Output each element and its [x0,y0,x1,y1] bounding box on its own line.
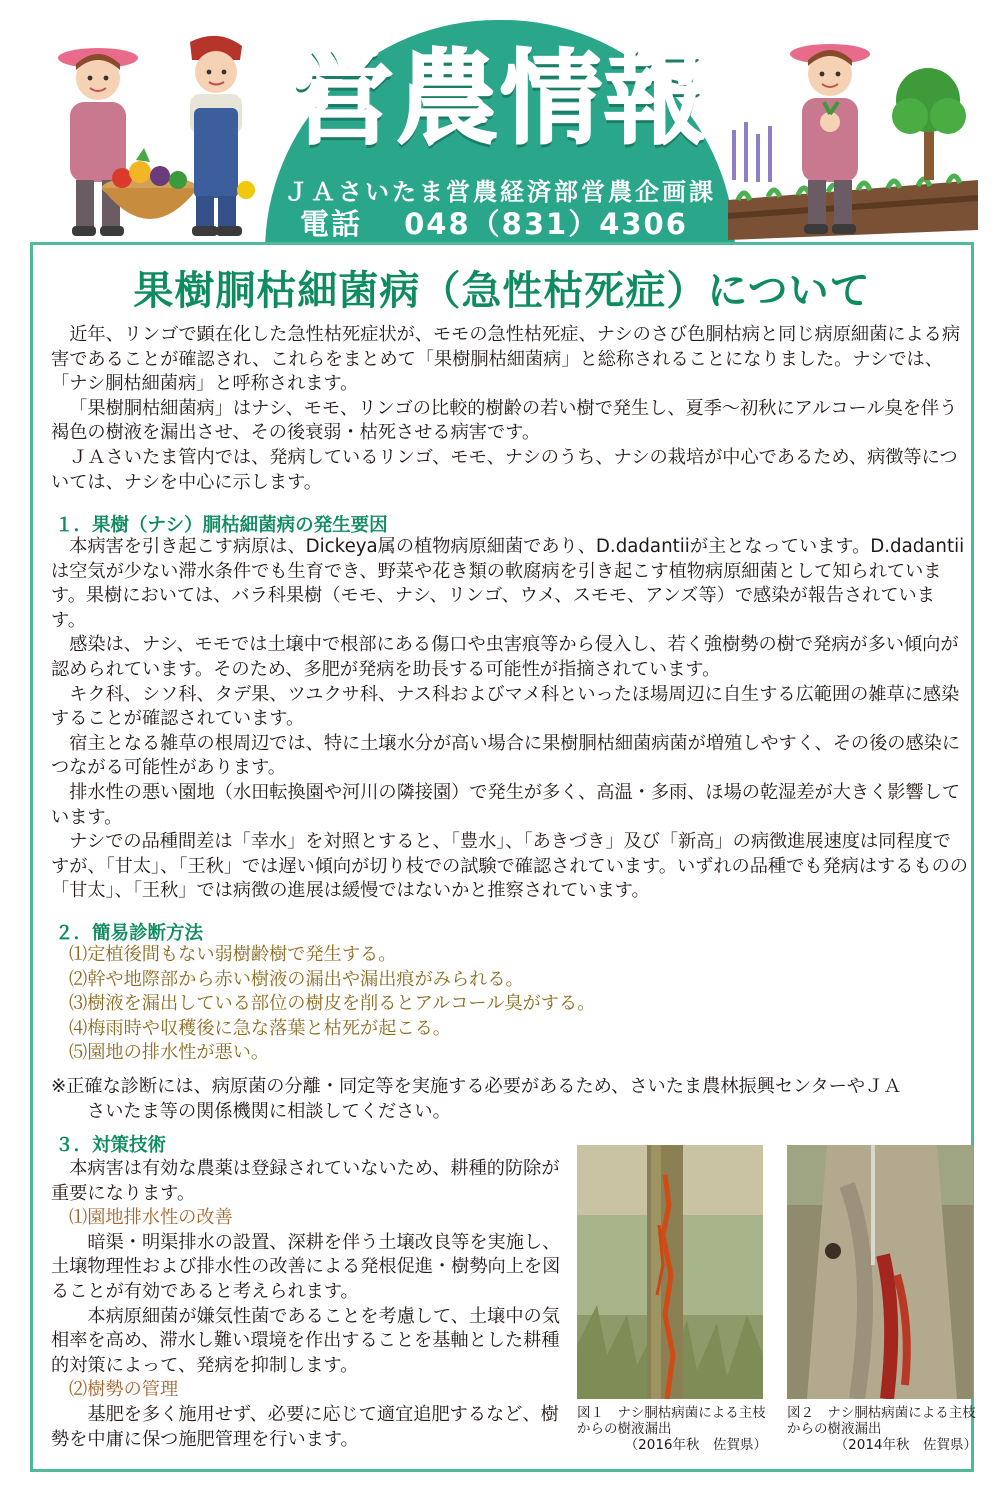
figure2-photo [787,1145,973,1399]
note-line: ※正確な診断には、病原菌の分離・同定等を実施する必要があるため、さいたま農林振興センターやＪＡ [51,1076,902,1097]
section3-paragraph: 暗渠・明渠排水の設置、深耕を伴う土壌改良等を実施し、土壌物理性および排水性の改善による発根促進・樹勢向上を図ることが有効であると考えられます。 [51,1231,561,1302]
section1-paragraph: 宿主となる雑草の根周辺では、特に土壌水分が高い場合に果樹胴枯細菌病菌が増殖しやすく、その後の感染につながる可能性があります。 [51,732,961,779]
farmers-illustration-left [40,30,265,245]
header [0,0,1000,248]
section1-paragraph: キク科、シソ科、タデ果、ツユクサ科、ナス科およびマメ科といったほ場周辺に自生する広範囲の雑草に感染することが確認されています。 [51,683,960,730]
pear-branch-photo [787,1145,973,1399]
intro-paragraph: ＪＡさいたま管内では、発病しているリンゴ、モモ、ナシのうち、ナシの栽培が中心であるため、病徴等については、ナシを中心に示します。 [51,446,958,493]
figure-caption-text: 図２ ナシ胴枯病菌による主枝からの樹液漏出 [787,1405,976,1437]
figure1-photo [577,1145,763,1399]
section1-paragraph: 排水性の悪い園地（水田転換園や河川の隣接園）で発生が多く、高温・多雨、ほ場の乾湿差が大きく影響しています。 [51,781,961,828]
phone-line [300,202,720,243]
diagnosis-item: ⑸園地の排水性が悪い。 [69,1042,270,1064]
diagnosis-item: ⑶樹液を漏出している部位の樹皮を削るとアルコール臭がする。 [69,993,596,1015]
figure-caption-text: 図１ ナシ胴枯病菌による主枝からの樹液漏出 [577,1405,766,1437]
intro-paragraph: 近年、リンゴで顕在化した急性枯死症状が、モモの急性枯死症、ナシのさび色胴枯病と同じ病原細菌による病害であることが確認され、これらをまとめて「果樹胴枯細菌病」と総称されることになりました。ナシでは、「ナシ胴枯細菌病」と呼称されます。 [51,324,961,395]
pear-trunk-photo [577,1145,763,1399]
department-name: ＪＡさいたま営農経済部営農企画課 [284,178,716,206]
section1-paragraph: ナシでの品種間差は「幸水」を対照とすると、「豊水」、「あきづき」及び「新高」の病徴進展速度は同程度ですが、「甘太」、「王秋」では遅い傾向が切り枝での試験で確認されています。いずれの品種でも発病はするものの「甘太」、「王秋」では病徴の進展は緩慢ではないかと推察されています。 [51,831,968,902]
diagnosis-item: ⑵幹や地際部から赤い樹液の漏出や漏出痕がみられる。 [69,968,524,990]
note-line: さいたま等の関係機関に相談してください。 [87,1100,451,1122]
section2-heading: ２．簡易診断方法 [55,923,204,944]
section1-heading: １．果樹（ナシ）胴枯細菌病の発生要因 [55,515,388,536]
section3-body [51,1157,571,1452]
intro-paragraph: 「果樹胴枯細菌病」はナシ、モモ、リンゴの比較的樹齢の若い樹で発生し、夏季～初秋にアルコール臭を伴う褐色の樹液を漏出させ、その後衰弱・枯死させる病害です。 [51,397,958,444]
figure2-caption [787,1405,983,1453]
section3-heading: ３．対策技術 [55,1135,167,1156]
subsection-title: ⑴園地排水性の改善 [69,1207,233,1229]
farm-field-illustration-right [728,30,978,245]
section3-intro: 本病害は有効な農薬は登録されていないため、耕種的防除が重要になります。 [51,1158,560,1204]
section3-paragraph: 本病原細菌が嫌気性菌であることを考慮して、土壌中の気相率を高め、滞水し難い環境を作出することを基軸とした耕種的対策によって、発病を抑制します。 [51,1305,560,1376]
phone-label: 電話 [300,207,363,241]
intro-section [51,323,969,495]
figure1-caption [577,1405,773,1453]
newsletter-title: 営農情報 [292,40,708,159]
figure-caption-date: （2014年秋 佐賀県） [834,1437,977,1453]
figure-caption-date: （2016年秋 佐賀県） [624,1437,767,1453]
phone-number: 048（831）4306 [404,207,688,241]
section1-paragraph: 本病害を引き起こす病原は、Dickeya属の植物病原細菌であり、D.dadantiiが主となっています。D.dadantiiは空気が少ない滞水条件でも生育でき、野菜や花き類の軟腐病を引き起こす植物病原細菌として知られています。果樹においては、バラ科果樹（モモ、ナシ、リンゴ、ウメ、スモモ、アンズ等）で感染が報告されています。 [51,536,965,631]
diagnosis-list [69,943,595,1066]
diagnosis-note [51,1075,969,1124]
article-title: 果樹胴枯細菌病（急性枯死症）について [133,268,871,314]
section1-body [51,535,969,904]
subsection-title: ⑵樹勢の管理 [69,1379,179,1401]
article-frame [30,242,977,1472]
section1-paragraph: 感染は、ナシ、モモでは土壌中で根部にある傷口や虫害痕等から侵入し、若く強樹勢の樹で発病が多い傾向が認められています。そのため、多肥が発病を助長する可能性が指摘されています。 [51,634,959,680]
diagnosis-item: ⑴定植後間もない弱樹齢樹で発生する。 [69,944,397,965]
section3-paragraph: 基肥を多く施用せず、必要に応じて適宜追肥するなど、樹勢を中庸に保つ施肥管理を行います。 [51,1403,559,1450]
diagnosis-item: ⑷梅雨時や収穫後に急な落葉と枯死が起こる。 [69,1017,451,1039]
